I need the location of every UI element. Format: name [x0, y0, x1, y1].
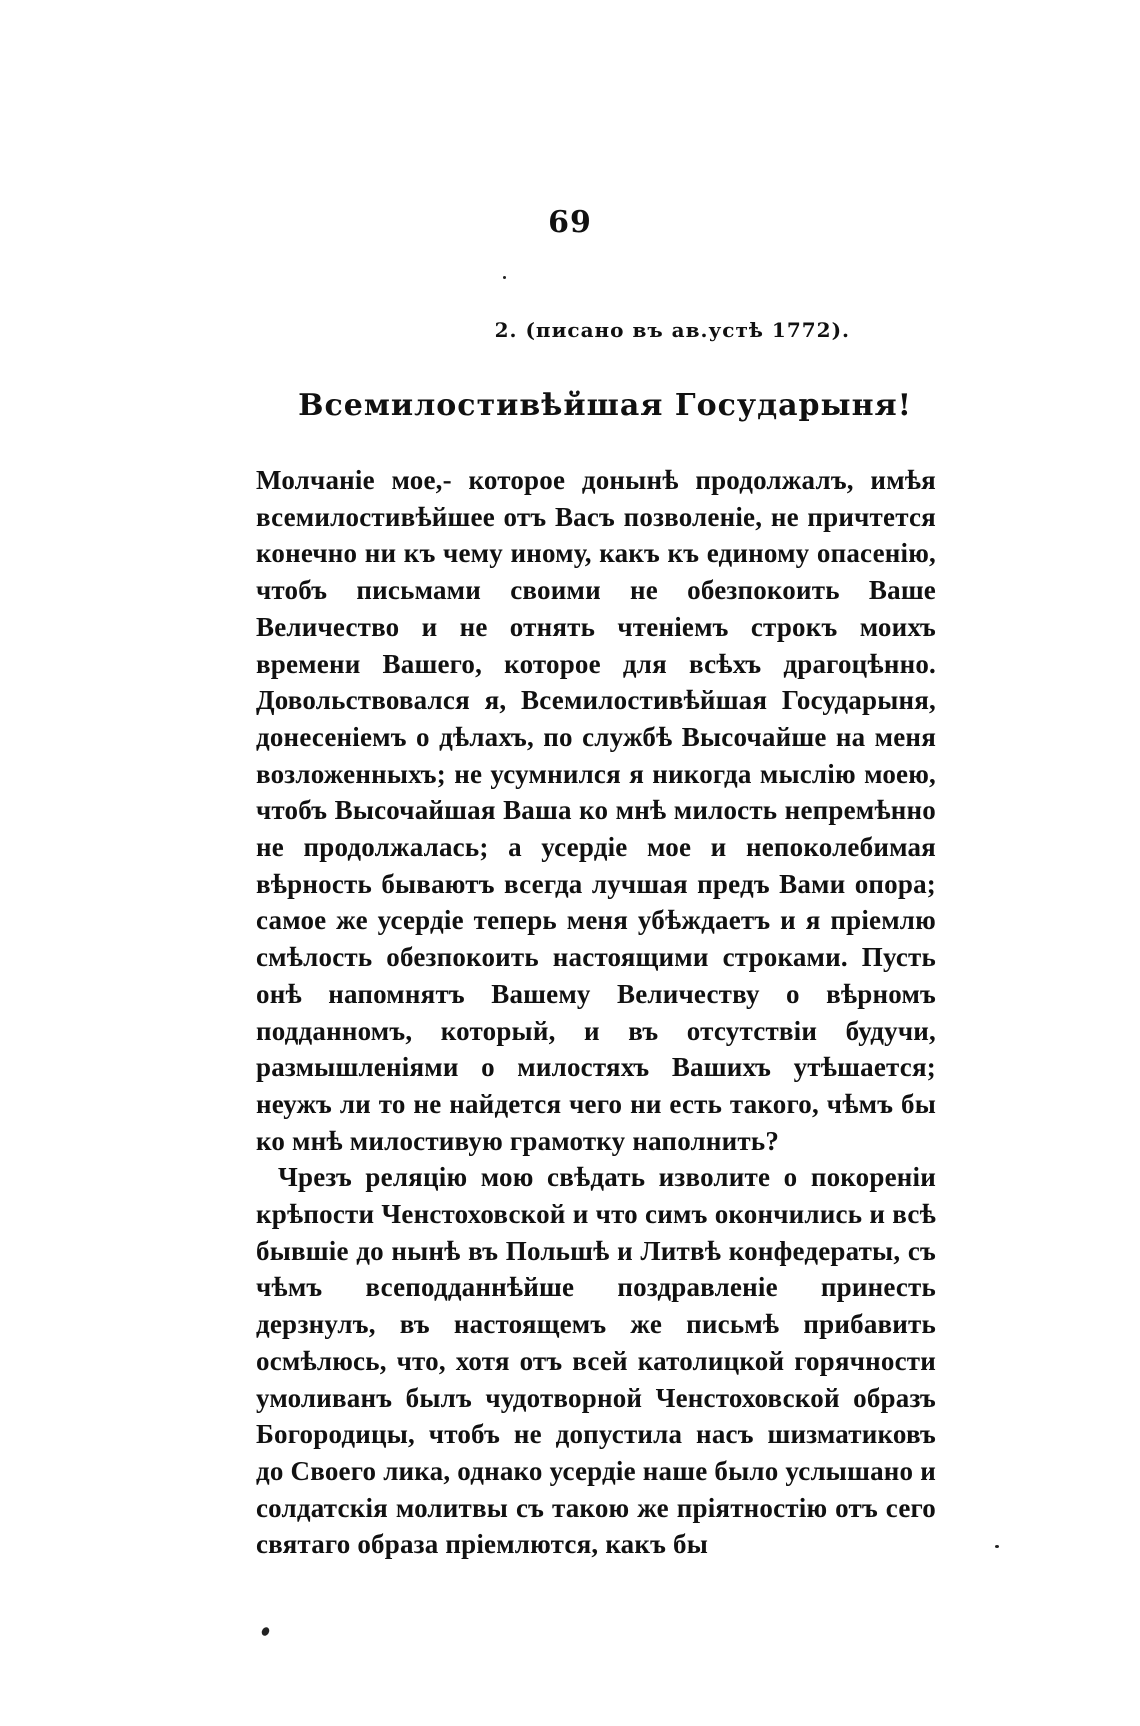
letter-dateline: 2. (писано въ ав.устѣ 1772). [494, 318, 850, 342]
ink-speck [260, 1626, 271, 1637]
ink-speck [995, 1545, 999, 1548]
page-number: 69 [548, 205, 592, 240]
paragraph-1: Молчаніе мое,- которое донынѣ продолжалъ, имѣя всемилостивѣйшее отъ Васъ позволеніе, не причтется конечно ни къ чему иному, какъ къ единому опасенію, чтобъ письмами своими не обезпокоить Ваше Величество и не отнять чтеніемъ строкъ моихъ времени Вашего, которое для всѣхъ драгоцѣнно. Довольствовался я, Всемилостивѣйшая Государыня, донесеніемъ о дѣлахъ, по службѣ Высочайше на меня возложенныхъ; не усумнился я никогда мыслію моею, чтобъ Высочайшая Ваша ко мнѣ милость непремѣнно не продолжалась; а усердіе мое и непоколебимая вѣрность бываютъ всегда лучшая предъ Вами опора; самое же усердіе теперь меня убѣждаетъ и я пріемлю смѣлость обезпокоить настоящими строками. Пусть онѣ напомнятъ Вашему Величеству о вѣрномъ подданномъ, который, и въ отсутствіи будучи, размышленіями о милостяхъ Вашихъ утѣшается; неужъ ли то не найдется чего ни есть такого, чѣмъ бы ко мнѣ милостивую грамотку наполнить? [256, 465, 936, 1156]
letter-salutation: Всемилостивѣйшая Государыня! [298, 388, 912, 423]
ink-speck [503, 276, 506, 279]
letter-body [256, 462, 936, 1563]
paragraph-2: Чрезъ реляцію мою свѣдать изволите о покореніи крѣпости Ченстоховской и что симъ окончились и всѣ бывшіе до нынѣ въ Польшѣ и Литвѣ конфедераты, съ чѣмъ всеподданнѣйше поздравленіе принесть дерзнулъ, въ настоящемъ же письмѣ прибавить осмѣлюсь, что, хотя отъ всей католицкой горячности умоливанъ былъ чудотворной Ченстоховской образъ Богородицы, чтобъ не допустила насъ шизматиковъ до Своего лика, однако усердіе наше было услышано и солдатскія молитвы съ такою же пріятностію отъ сего святаго образа пріемлются, какъ бы [256, 1162, 936, 1560]
